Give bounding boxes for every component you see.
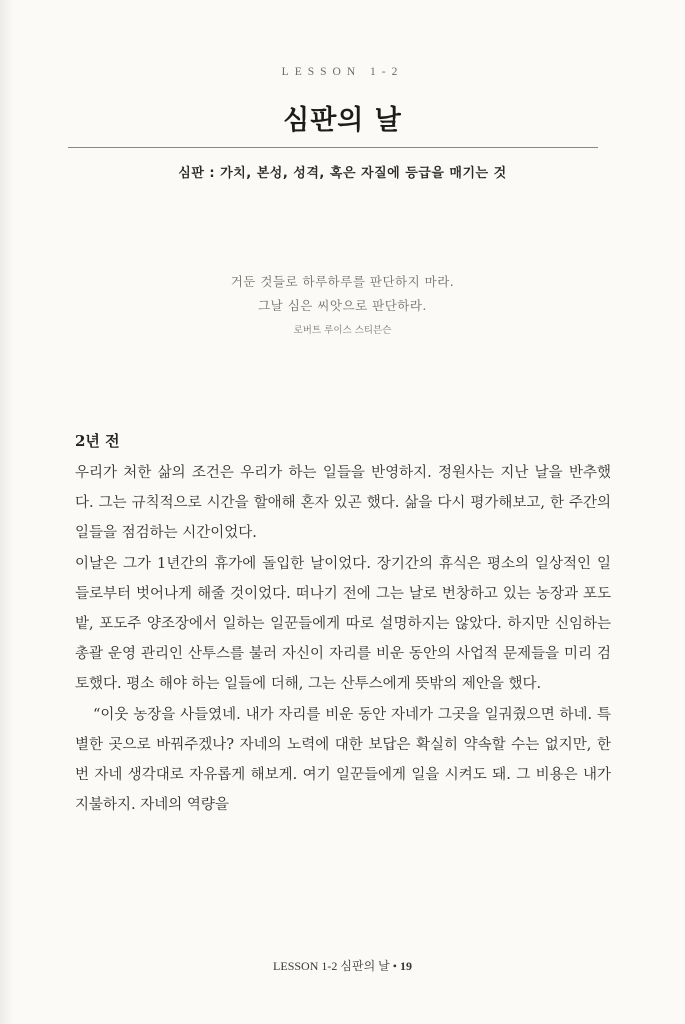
page-number: 19 [399, 959, 412, 973]
lesson-label: LESSON 1-2 [281, 66, 404, 78]
page-footer [0, 957, 685, 974]
chapter-title: 심판의 날 [283, 105, 402, 136]
epigraph-line-2: 그날 심은 씨앗으로 판단하라. [258, 298, 427, 313]
epigraph-line-1: 거둔 것들로 하루하루를 판단하지 마라. [230, 274, 455, 289]
epigraph [0, 270, 685, 336]
epigraph-author: 로버트 루이스 스티븐슨 [293, 325, 392, 336]
paragraph-2: 이날은 그가 1년간의 휴가에 돌입한 날이었다. 장기간의 휴식은 평소의 일상적인 일들로부터 벗어나게 해줄 것이었다. 떠나기 전에 그는 날로 번창하고 있는 농장과 포도밭, 포도주 양조장에서 일하는 일꾼들에게 따로 설명하지는 않았다. 하지만 신임하는 총괄 운영 관리인 산투스를 불러 자신이 자리를 비운 동안의 사업적 문제들을 미리 검토했다. 평소 해야 하는 일들에 더해, 그는 산투스에게 뜻밖의 제안을 했다. [75, 555, 611, 693]
paragraph-3: “이웃 농장을 사들였네. 내가 자리를 비운 동안 자네가 그곳을 일궈줬으면 하네. 특별한 곳으로 바꿔주겠나? 자네의 노력에 대한 보답은 확실히 약속할 수는 없지만, 한번 자네 생각대로 자유롭게 해보게. 여기 일꾼들에게 일을 시켜도 돼. 그 비용은 내가 지불하지. 자네의 역량을 [75, 706, 611, 814]
paragraph-1: 우리가 처한 삶의 조건은 우리가 하는 일들을 반영하지. 정원사는 지난 날을 반추했다. 그는 규칙적으로 시간을 할애해 혼자 있곤 했다. 삶을 다시 평가해보고, 한 주간의 일들을 점검하는 시간이었다. [75, 465, 611, 542]
title-divider [68, 147, 598, 148]
section-heading: 2년 전 [75, 432, 120, 450]
spine-shadow [0, 0, 14, 1024]
definition-line: 심판 : 가치, 본성, 성격, 혹은 자질에 등급을 매기는 것 [178, 166, 507, 181]
footer-running-title: LESSON 1-2 심판의 날 • [273, 959, 397, 973]
body-text [75, 458, 611, 820]
